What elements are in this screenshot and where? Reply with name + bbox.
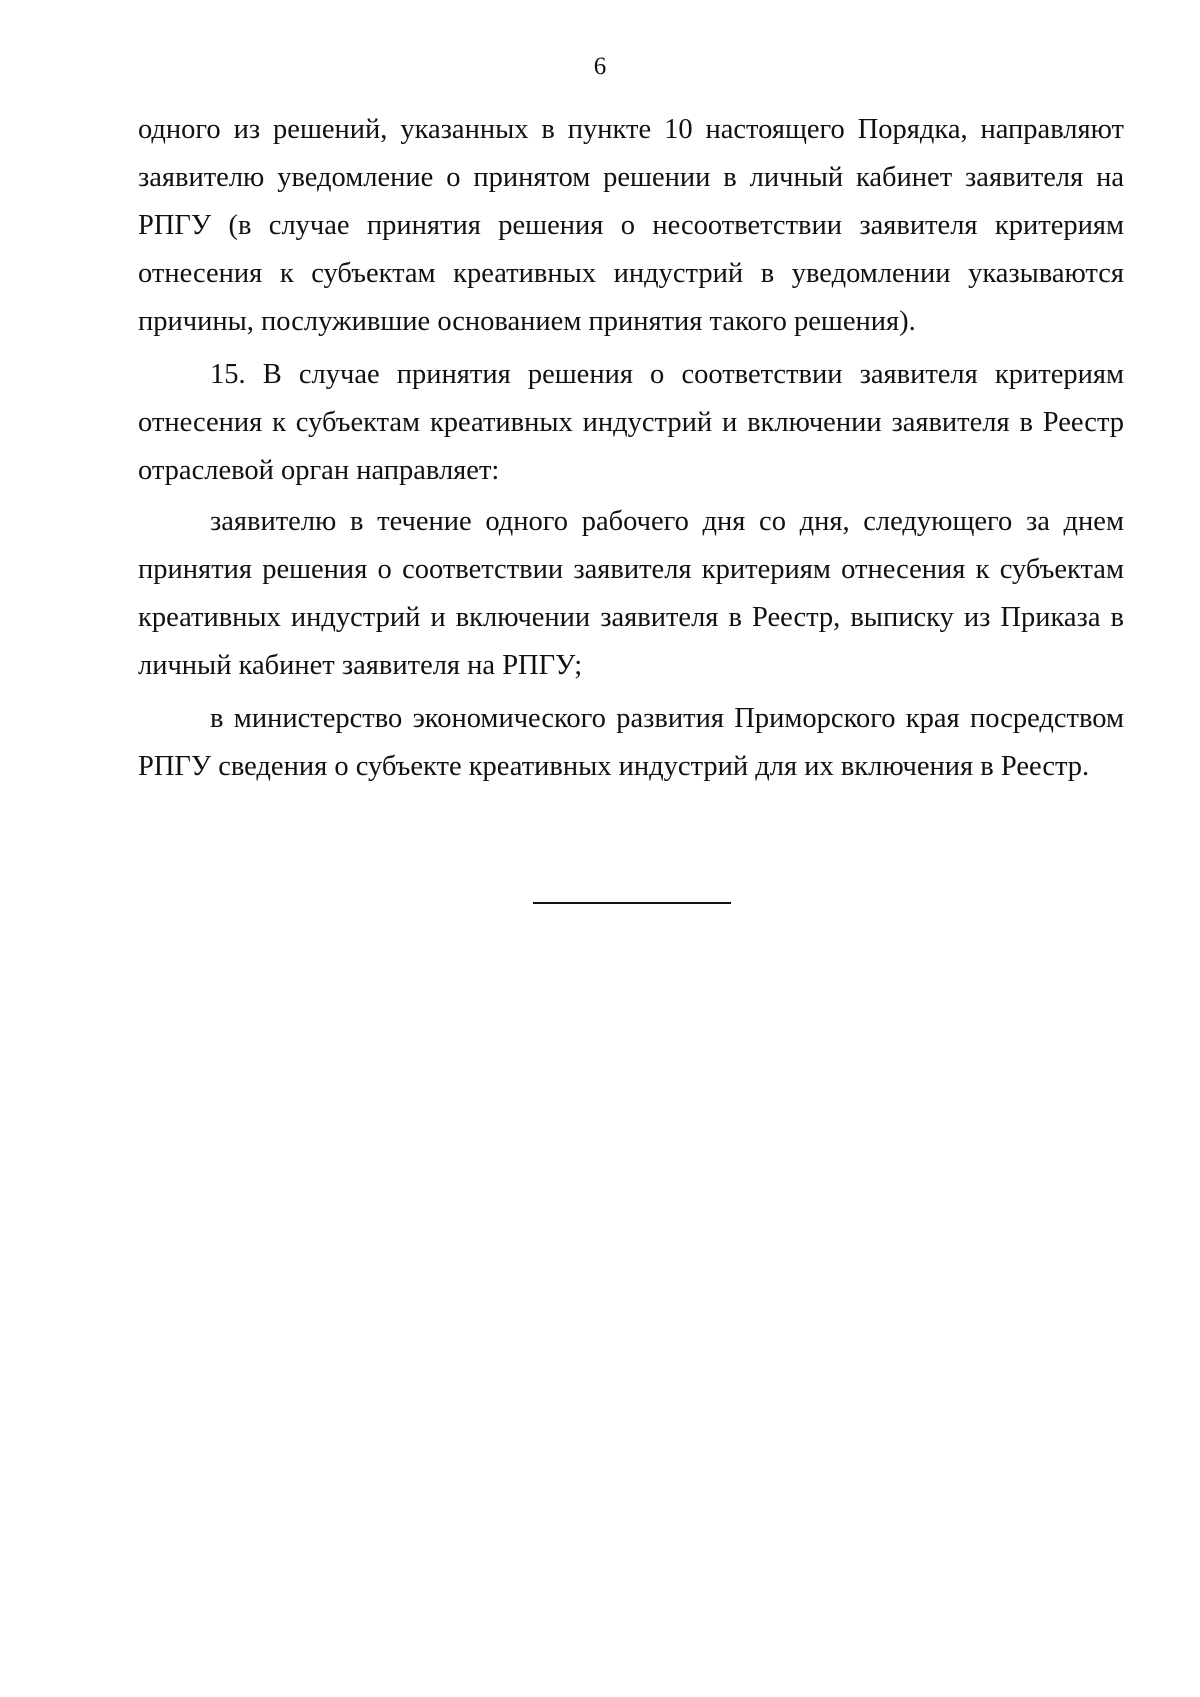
text-line: заявителю уведомление о принятом решении в личный кабинет заявителя на (138, 162, 1124, 193)
text-line: креативных индустрий и включении заявителя в Реестр, выписку из Приказа в (138, 602, 1124, 633)
end-of-document-rule (533, 902, 731, 904)
text-line: заявителю в течение одного рабочего дня со дня, следующего за днем (210, 506, 1124, 537)
page-number: 6 (593, 53, 607, 80)
text-line: одного из решений, указанных в пункте 10 настоящего Порядка, направляют (138, 114, 1124, 145)
text-line: РПГУ (в случае принятия решения о несоответствии заявителя критериям (138, 210, 1124, 241)
text-line: причины, послужившие основанием принятия такого решения). (138, 306, 916, 337)
text-line: в министерство экономического развития Приморского края посредством (210, 703, 1124, 734)
text-line: РПГУ сведения о субъекте креативных индустрий для их включения в Реестр. (138, 751, 1090, 782)
text-line: 15. В случае принятия решения о соответствии заявителя критериям (210, 359, 1124, 390)
text-line: принятия решения о соответствии заявителя критериям отнесения к субъектам (138, 554, 1124, 585)
text-line: личный кабинет заявителя на РПГУ; (138, 650, 583, 681)
text-line: отнесения к субъектам креативных индустрий в уведомлении указываются (138, 258, 1124, 289)
text-line: отраслевой орган направляет: (138, 455, 500, 486)
text-line: отнесения к субъектам креативных индустрий и включении заявителя в Реестр (138, 407, 1124, 438)
